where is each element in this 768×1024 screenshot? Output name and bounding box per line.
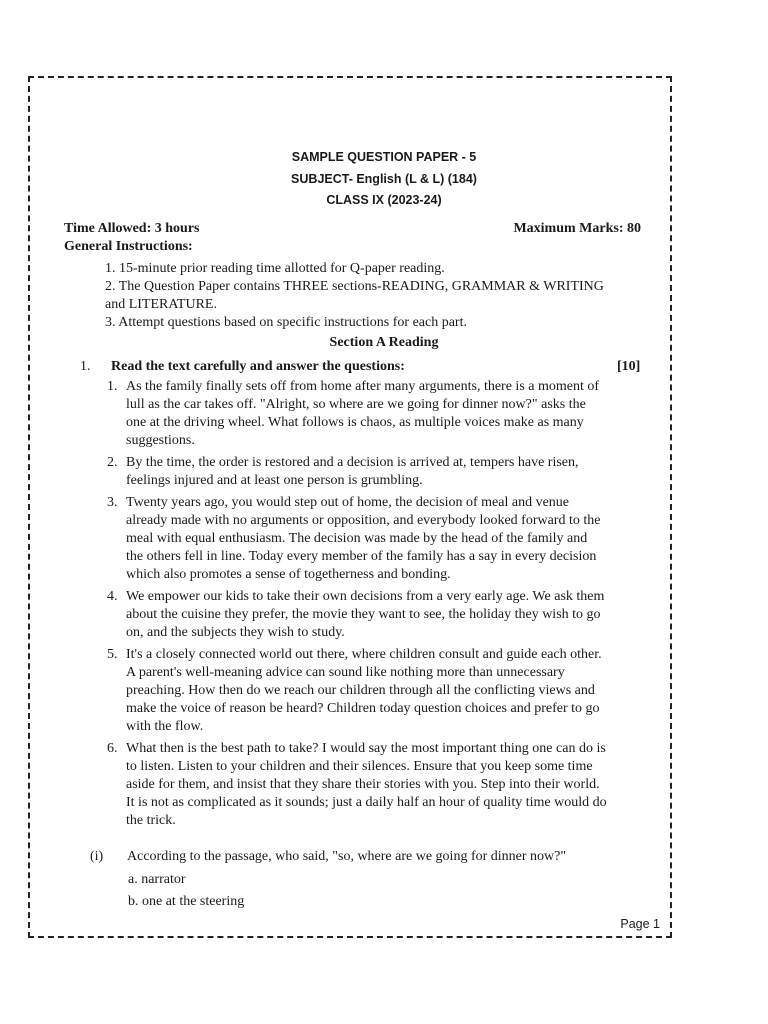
paragraph-number: 2.: [107, 455, 118, 470]
paragraph-text: What then is the best path to take? I would say the most important thing one can do is to listen. Listen to your children and their silences. Ensure that you keep some time aside for them, and insist that they share their stories with you. Step into their world. It is not as complicated as it sounds; just a daily half an hour of quality time would do the trick.: [126, 741, 607, 828]
subquestion-label: (i): [90, 849, 104, 864]
paper-class: CLASS IX (2023-24): [326, 193, 442, 207]
instruction-item: 1. 15-minute prior reading time allotted for Q-paper reading.: [105, 261, 445, 276]
paragraph-text: Twenty years ago, you would step out of home, the decision of meal and venue already made with no arguments or opposition, and everybody looked forward to the meal with equal enthusiasm. The decision was made by the head of the family and the others fell in line. Today every member of the family has a say in every decision which also promotes a sense of togetherness and bonding.: [126, 495, 601, 582]
passage-paragraph: [107, 454, 607, 490]
maximum-marks: Maximum Marks: 80: [513, 221, 641, 236]
paragraph-number: 6.: [107, 741, 118, 756]
paragraph-text: As the family finally sets off from home after many arguments, there is a moment of lull as the car takes off. "Alright, so where are we going for dinner now?" asks the one at the driving wheel. What follows is chaos, as multiple voices make as many suggestions.: [126, 379, 600, 448]
passage-paragraph: [107, 378, 607, 450]
paragraph-text: We empower our kids to take their own decisions from a very early age. We ask them about the cuisine they prefer, the movie they want to see, the holiday they wish to go on, and the subjects they wish to study.: [126, 589, 605, 640]
paragraph-text: By the time, the order is restored and a decision is arrived at, tempers have risen, feelings injured and at least one person is grumbling.: [126, 455, 579, 488]
general-instructions-heading: General Instructions:: [64, 239, 193, 254]
paragraph-number: 1.: [107, 379, 118, 394]
option-b: b. one at the steering: [128, 894, 245, 909]
section-title: Section A Reading: [329, 335, 439, 350]
paper-subject: SUBJECT- English (L & L) (184): [291, 172, 477, 186]
paragraph-number: 3.: [107, 495, 118, 510]
passage-paragraph: [107, 588, 607, 642]
paper-title: SAMPLE QUESTION PAPER - 5: [291, 150, 477, 164]
question-marks: [10]: [617, 359, 641, 374]
passage: [107, 378, 607, 834]
instruction-item: 3. Attempt questions based on specific instructions for each part.: [105, 315, 467, 330]
page-number: Page 1: [620, 917, 660, 931]
paragraph-number: 4.: [107, 589, 118, 604]
passage-paragraph: [107, 494, 607, 584]
passage-paragraph: [107, 740, 607, 830]
question-text: Read the text carefully and answer the questions:: [111, 359, 405, 374]
time-allowed: Time Allowed: 3 hours: [64, 221, 200, 236]
subquestion-text: According to the passage, who said, "so, where are we going for dinner now?": [127, 849, 567, 864]
passage-paragraph: [107, 646, 607, 736]
paragraph-number: 5.: [107, 647, 118, 662]
question-number: 1.: [80, 359, 91, 374]
instruction-item: 2. The Question Paper contains THREE sections-READING, GRAMMAR & WRITING and LITERATURE.: [105, 279, 604, 312]
option-a: a. narrator: [128, 872, 186, 887]
paragraph-text: It's a closely connected world out there, where children consult and guide each other. A parent's well-meaning advice can sound like nothing more than unnecessary preaching. How then do we reach our children through all the conflicting views and make the voice of reason be heard? Children today question choices and prefer to go with the flow.: [126, 647, 602, 734]
